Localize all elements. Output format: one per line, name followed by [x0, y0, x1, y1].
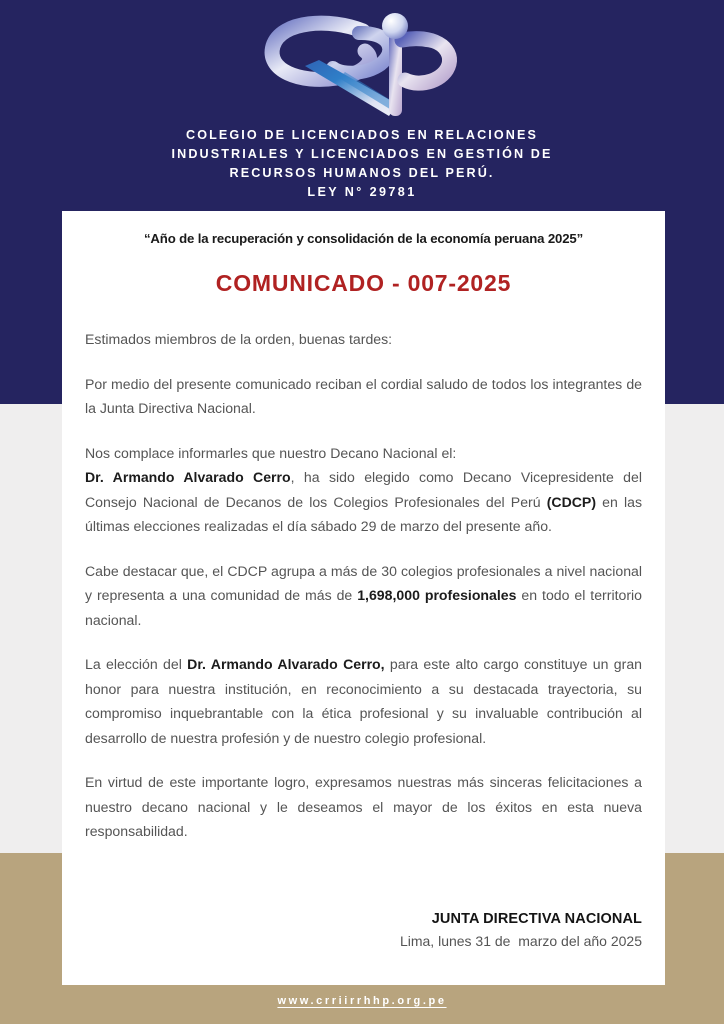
- paragraph-2-tail: en las últimas elecciones realizadas el día sábado 29 de marzo del presente año.: [85, 493, 642, 534]
- footer-website-url[interactable]: www.crriirrhhp.org.pe: [277, 995, 447, 1007]
- paragraph-1: Por medio del presente comunicado reciban el cordial saludo de todos los integrantes de la Junta Directiva Nacional.: [85, 375, 642, 416]
- paragraph-greeting: Estimados miembros de la orden, buenas tardes:: [85, 331, 393, 347]
- crip-monogram-icon: [247, 8, 477, 120]
- org-line-2: INDUSTRIALES Y LICENCIADOS EN GESTIÓN DE: [171, 147, 553, 161]
- page-header: [0, 0, 724, 211]
- paragraph-3: [85, 559, 642, 633]
- paragraph-4-lead: La elección del: [85, 656, 188, 672]
- professionals-count: 1,698,000 profesionales: [357, 587, 517, 603]
- page-title: COMUNICADO - 007-2025: [215, 270, 512, 296]
- paragraph-2: [85, 441, 642, 539]
- signature-date: Lima, lunes 31 de marzo del año 2025: [399, 933, 642, 949]
- org-law-line: LEY N° 29781: [307, 185, 417, 199]
- paragraph-3-lead: Cabe destacar que, el CDCP agrupa a más de 30 colegios profesionales a nivel nacional y representa a una comunidad de más de: [85, 562, 642, 603]
- signature-title: JUNTA DIRECTIVA NACIONAL: [431, 911, 642, 927]
- signature-block: [282, 911, 642, 949]
- year-motto: “Año de la recuperación y consolidación de la economía peruana 2025”: [143, 231, 584, 246]
- paragraph-2-lead: Nos complace informarles que nuestro Decano Nacional el:: [85, 444, 457, 461]
- org-line-1: COLEGIO DE LICENCIADOS EN RELACIONES: [186, 128, 538, 142]
- document-body: [85, 327, 642, 844]
- cdcp-abbrev: (CDCP): [546, 493, 597, 510]
- document-content: [85, 211, 642, 844]
- org-line-3: RECURSOS HUMANOS DEL PERÚ.: [229, 166, 495, 180]
- paragraph-4-tail: para este alto cargo constituye un gran honor para nuestra institución, en reconocimiento a su destacada trayectoria, su compromiso inquebrantable con la ética profesional y su invaluable contribución al desarrollo de nuestra profesión y de nuestro colegio profesional.: [85, 656, 642, 746]
- organization-logo: [247, 8, 477, 120]
- paragraph-2-mid: , ha sido elegido como Decano Vicepresidente del Consejo Nacional de Decanos de los Colegios Profesionales del Perú: [85, 469, 642, 510]
- document-card: [62, 211, 665, 985]
- paragraph-4: [85, 652, 642, 750]
- organization-name: [0, 126, 724, 202]
- decano-name-2: Dr. Armando Alvarado Cerro,: [187, 656, 385, 672]
- paragraph-3-tail: en todo el territorio nacional.: [85, 587, 642, 628]
- decano-name-1: Dr. Armando Alvarado Cerro: [85, 469, 291, 485]
- paragraph-5: En virtud de este importante logro, expresamos nuestras más sinceras felicitaciones a nuestro decano nacional y le deseamos el mayor de los éxitos en esta nueva responsabilidad.: [85, 774, 642, 839]
